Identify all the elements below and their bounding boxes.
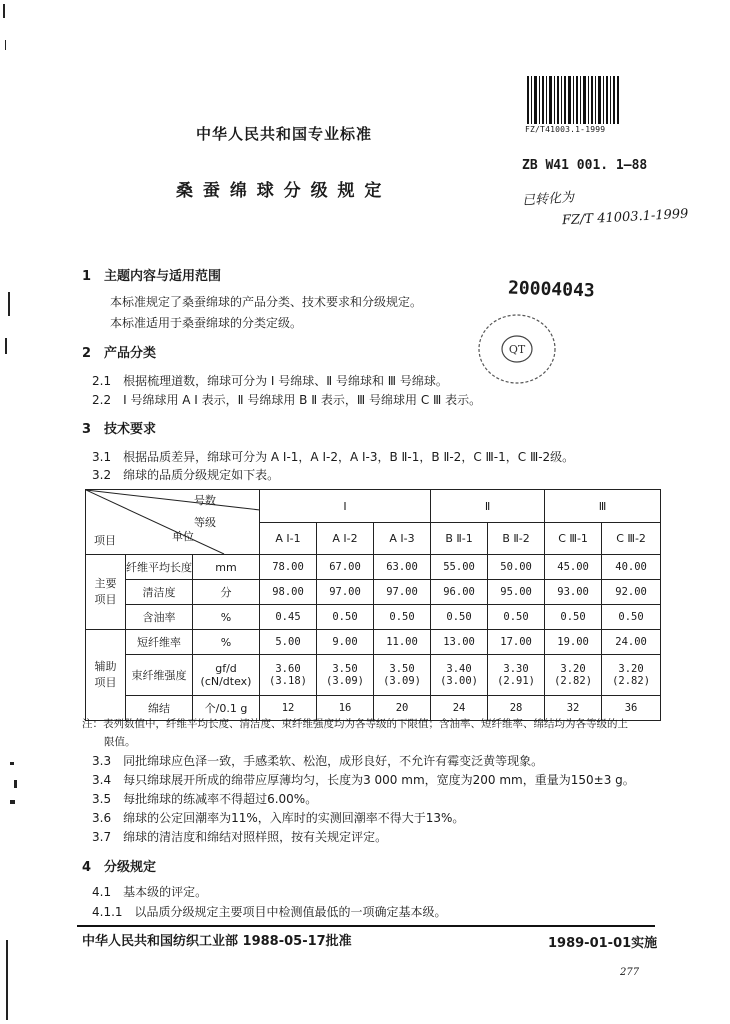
table-cell: 92.00 (602, 580, 661, 605)
grade-header: A Ⅰ-3 (374, 523, 431, 555)
row-unit: mm (193, 555, 260, 580)
clause-3-1: 3.1 根据品质差异，绵球可分为 A Ⅰ-1，A Ⅰ-2，A Ⅰ-3，B Ⅱ-1，B Ⅱ-2，C Ⅲ-1，C Ⅲ-2级。 (92, 450, 575, 464)
section-1-heading: 1 主题内容与适用范围 (82, 269, 222, 284)
table-cell: 3.50 (3.09) (374, 655, 431, 696)
table-cell: 63.00 (374, 555, 431, 580)
corner-label-haoshu: 号数 (194, 494, 216, 507)
clause-4-1-1: 4.1.1 以品质分级规定主要项目中检测值最低的一项确定基本级。 (92, 905, 447, 919)
approval-statement: 中华人民共和国纺织工业部 1988-05-17批准 (82, 934, 352, 949)
table-row (86, 655, 661, 696)
main-items-label: 主要 项目 (86, 555, 126, 630)
grade-header: B Ⅱ-2 (488, 523, 545, 555)
scan-edge-mark (10, 762, 14, 765)
table-cell: 0.50 (488, 605, 545, 630)
grade-header: C Ⅲ-2 (602, 523, 661, 555)
document-title: 桑 蚕 绵 球 分 级 规 定 (176, 181, 384, 201)
table-cell: 0.50 (317, 605, 374, 630)
table-cell: 24.00 (602, 630, 661, 655)
table-corner-cell (86, 490, 260, 555)
table-cell: 95.00 (488, 580, 545, 605)
table-cell: 3.50 (3.09) (317, 655, 374, 696)
clause-3-5: 3.5 每批绵球的练减率不得超过6.00%。 (92, 792, 318, 806)
table-note: 注：表列数值中，纤维平均长度、清洁度、束纤维强度均为各等级的下限值；含油率、短纤维率、绵结均为各等级的上 (82, 718, 628, 730)
table-cell: 16 (317, 696, 374, 721)
row-unit: % (193, 630, 260, 655)
row-unit: % (193, 605, 260, 630)
standard-category: 中华人民共和国专业标准 (196, 125, 373, 143)
clause-4-1: 4.1 基本级的评定。 (92, 885, 208, 899)
corner-label-danwei: 单位 (172, 530, 194, 543)
table-cell: 17.00 (488, 630, 545, 655)
table-cell: 0.50 (545, 605, 602, 630)
table-cell: 0.50 (374, 605, 431, 630)
handwritten-standard: FZ/T 41003.1-1999 (561, 206, 689, 229)
clause-3-6: 3.6 绵球的公定回潮率为11%，入库时的实测回潮率不得大于13%。 (92, 811, 465, 825)
table-cell: 93.00 (545, 580, 602, 605)
standard-number: ZB W41 001. 1—88 (522, 158, 648, 173)
table-cell: 40.00 (602, 555, 661, 580)
scan-edge-mark (10, 800, 15, 804)
table-cell: 55.00 (431, 555, 488, 580)
row-item-name: 绵结 (126, 696, 193, 721)
table-cell: 78.00 (260, 555, 317, 580)
clause-2-2: 2.2 Ⅰ 号绵球用 A Ⅰ 表示，Ⅱ 号绵球用 B Ⅱ 表示，Ⅲ 号绵球用 C Ⅲ 表示。 (92, 393, 482, 407)
table-cell: 3.40 (3.00) (431, 655, 488, 696)
table-cell: 3.20 (2.82) (602, 655, 661, 696)
table-row (86, 605, 661, 630)
barcode-caption: FZ/T41003.1-1999 (525, 125, 606, 134)
inspection-stamp (476, 312, 558, 386)
section-3-heading: 3 技术要求 (82, 422, 157, 437)
row-item-name: 束纤维强度 (126, 655, 193, 696)
table-header-row (86, 490, 661, 523)
row-unit: 分 (193, 580, 260, 605)
scan-edge-mark (6, 940, 8, 1020)
barcode (527, 76, 619, 124)
row-item-name: 短纤维率 (126, 630, 193, 655)
clause-3-3: 3.3 同批绵球应色泽一致，手感柔软、松泡，成形良好，不允许有霉变泛黄等现象。 (92, 754, 544, 768)
table-cell: 32 (545, 696, 602, 721)
table-cell: 12 (260, 696, 317, 721)
table-cell: 0.45 (260, 605, 317, 630)
grade-header: A Ⅰ-1 (260, 523, 317, 555)
table-cell: 97.00 (317, 580, 374, 605)
table-cell: 24 (431, 696, 488, 721)
section-2-heading: 2 产品分类 (82, 346, 157, 361)
section-1-paragraph: 本标准规定了桑蚕绵球的产品分类、技术要求和分级规定。 (110, 295, 423, 309)
grade-header: A Ⅰ-2 (317, 523, 374, 555)
corner-label-dengji: 等级 (194, 516, 216, 529)
corner-label-xiangmu: 项目 (94, 534, 116, 547)
row-item-name: 含油率 (126, 605, 193, 630)
table-cell: 0.50 (602, 605, 661, 630)
section-1-paragraph: 本标准适用于桑蚕绵球的分类定级。 (110, 316, 303, 330)
table-cell: 5.00 (260, 630, 317, 655)
row-unit: 个/0.1 g (193, 696, 260, 721)
grade-header: C Ⅲ-1 (545, 523, 602, 555)
table-cell: 96.00 (431, 580, 488, 605)
table-cell: 28 (488, 696, 545, 721)
table-cell: 97.00 (374, 580, 431, 605)
scan-edge-mark (5, 338, 7, 354)
clause-3-4: 3.4 每只绵球展开所成的绵带应厚薄均匀，长度为3 000 mm，宽度为200 mm，重量为150±3 g。 (92, 773, 635, 787)
table-cell: 45.00 (545, 555, 602, 580)
table-cell: 20 (374, 696, 431, 721)
row-unit: gf/d (cN/dtex) (193, 655, 260, 696)
table-cell: 98.00 (260, 580, 317, 605)
table-cell: 11.00 (374, 630, 431, 655)
scan-edge-mark (5, 40, 6, 50)
handwritten-note: 已转化为 (521, 190, 575, 209)
scan-edge-mark (14, 780, 17, 788)
scan-edge-mark (8, 292, 10, 316)
page-number: 277 (620, 967, 640, 978)
clause-3-7: 3.7 绵球的清洁度和绵结对照样照，按有关规定评定。 (92, 830, 388, 844)
table-cell: 36 (602, 696, 661, 721)
row-item-name: 清洁度 (126, 580, 193, 605)
section-4-heading: 4 分级规定 (82, 860, 157, 875)
table-note-cont: 限值。 (104, 736, 136, 748)
table-cell: 0.50 (431, 605, 488, 630)
effective-date: 1989-01-01实施 (548, 936, 658, 951)
stamp-serial: 20004043 (507, 277, 596, 302)
stamp-text: QT (508, 343, 526, 356)
scan-edge-mark (3, 4, 5, 18)
grade-header: B Ⅱ-1 (431, 523, 488, 555)
aux-items-label: 辅助 项目 (86, 630, 126, 721)
table-row (86, 630, 661, 655)
clause-2-1: 2.1 根据梳理道数，绵球可分为 Ⅰ 号绵球、Ⅱ 号绵球和 Ⅲ 号绵球。 (92, 374, 448, 388)
group-header: Ⅲ (545, 490, 661, 523)
table-cell: 3.60 (3.18) (260, 655, 317, 696)
table-cell: 50.00 (488, 555, 545, 580)
table-cell: 13.00 (431, 630, 488, 655)
clause-3-2: 3.2 绵球的品质分级规定如下表。 (92, 468, 280, 482)
row-item-name: 纤维平均长度 (126, 555, 193, 580)
table-cell: 19.00 (545, 630, 602, 655)
table-cell: 9.00 (317, 630, 374, 655)
group-header: Ⅱ (431, 490, 545, 523)
table-cell: 67.00 (317, 555, 374, 580)
table-row (86, 580, 661, 605)
group-header: Ⅰ (260, 490, 431, 523)
table-cell: 3.20 (2.82) (545, 655, 602, 696)
table-row (86, 555, 661, 580)
footer-divider (77, 925, 655, 927)
grade-table (85, 489, 661, 721)
table-cell: 3.30 (2.91) (488, 655, 545, 696)
